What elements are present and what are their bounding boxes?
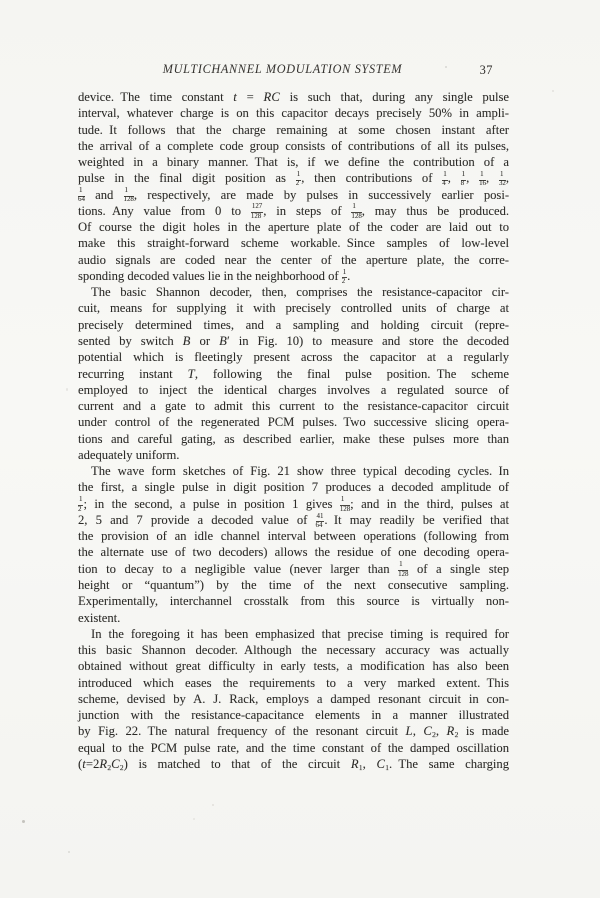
text-line: equal to the PCM pulse rate, and the time constant of the damped oscillation (78, 740, 509, 755)
text-line: In the foregoing it has been emphasized that precise timing is required for (91, 626, 509, 641)
text-line: adequately uniform. (78, 447, 180, 462)
text-line: Experimentally, interchannel crosstalk from this source is virtually non- (78, 594, 509, 609)
text-line: $(t=2R_2C_2)$ is matched to that of the circuit $R_1$, $C_1$. The same charging (78, 756, 510, 773)
paragraph (78, 463, 509, 626)
page-number: 37 (479, 62, 493, 77)
text-line: sented by switch B or B′ in Fig. 10) to measure and store the decoded (78, 333, 510, 348)
paragraph (78, 89, 509, 284)
fraction: $\frac{1}{4}$ (442, 170, 447, 188)
fraction: $\frac{1}{128}$ (123, 187, 134, 204)
scan-speck (193, 818, 195, 820)
fraction: $\frac{1}{128}$ (351, 203, 362, 220)
text-line: sponding decoded values lie in the neighborhood of $\frac{1}{2}$ . (78, 268, 351, 285)
paragraph (78, 284, 509, 463)
running-head-title: MULTICHANNEL MODULATION SYSTEM (162, 62, 403, 76)
text-line: device. The time constant t = RC is such that, during any single pulse (78, 90, 509, 104)
text-line: the first, a single pulse in digit position 7 produces a decoded amplitude of (78, 480, 509, 495)
text-line: obtained without great difficulty in early tests, a modification has also been (78, 659, 509, 674)
fraction: $\frac{1}{2}$ (341, 268, 347, 285)
paragraph (78, 626, 509, 772)
text-line: tions and careful gating, as described earlier, make these pulses more than (78, 431, 509, 446)
body-text (78, 89, 509, 772)
text-line: by Fig. 22. The natural frequency of the resonant circuit L, $C_2$, $R_2$ is made (78, 724, 509, 740)
fraction: $\frac{1}{16}$ (479, 170, 486, 188)
text-line: interval, whatever charge is on this capacitor decays precisely 50% in ampli- (78, 106, 509, 121)
text-line: current and a gate to admit this current to the resistance-capacitor circuit (78, 399, 509, 414)
text-line: precisely determined times, and a sampling and holding circuit (repre- (78, 317, 509, 332)
text-line: pulse in the final digit position as $\frac{1}{2}$ , then contributions of $\frac{1}{4}$ , $\frac{1}{8}$ , $\frac{1}{16}$ , $\frac{1}{32}$ , (78, 170, 509, 188)
text-line: the alternate use of two decoders) allows the residue of one decoding opera- (78, 545, 509, 560)
text-line: tions. Any value from 0 to $\frac{127}{128}$ , in steps of $\frac{1}{128}$ , may thus be produced. (78, 203, 510, 220)
scan-speck (212, 804, 214, 806)
fraction: $\frac{1}{2}$ (295, 170, 301, 188)
text-line: 2, 5 and 7 provide a decoded value of $\frac{41}{64}$ . It may readily be verified that (78, 512, 509, 529)
text-line: employed to inject the identical charges involves a regulated source of (78, 382, 509, 397)
fraction: $\frac{1}{128}$ (339, 496, 351, 513)
text-line: the provision of an idle channel interval between operations (following from (78, 529, 509, 544)
fraction: $\frac{1}{64}$ (78, 187, 85, 204)
fraction: $\frac{41}{64}$ (315, 512, 324, 529)
scan-speck (552, 90, 554, 92)
text-line: The basic Shannon decoder, then, comprises the resistance-capacitor cir- (91, 285, 509, 300)
text-line: the arrival of a complete code group consists of contributions of all its pulses, (78, 138, 509, 153)
text-line: this basic Shannon decoder. Although the necessary accuracy was actually (78, 643, 509, 658)
text-line: make this straight-forward scheme workable. Since samples of low-level (78, 236, 509, 251)
text-line: Of course the digit holes in the aperture plate of the coder are laid out to (78, 220, 509, 235)
fraction: $\frac{1}{8}$ (460, 170, 466, 188)
text-line: tude. It follows that the charge remaining at some chosen instant after (78, 122, 509, 137)
fraction: $\frac{1}{2}$ (78, 496, 83, 513)
fraction: $\frac{1}{128}$ (398, 561, 409, 578)
text-line: existent. (78, 610, 121, 625)
text-line: audio signals are coded near the center of the aperture plate, the corre- (78, 252, 509, 267)
text-line: The wave form sketches of Fig. 21 show three typical decoding cycles. In (91, 464, 509, 479)
text-line: recurring instant T, following the final pulse position. The scheme (78, 366, 509, 381)
scan-speck (445, 66, 447, 68)
text-line: height or “quantum”) by the time of the next consecutive sampling. (78, 577, 509, 592)
text-line: $\frac{1}{2}$ ; in the second, a pulse in position 1 gives $\frac{1}{128}$ ; and in the third, pulses at (78, 496, 509, 513)
scan-speck (22, 820, 25, 823)
text-line: cuit, means for supplying it with precisely controlled units of charge at (78, 301, 509, 316)
text-line: weighted in a binary manner. That is, if we define the contribution of a (78, 155, 509, 170)
text-line: potential which is fleetingly present across the capacitor at a regularly (78, 350, 509, 365)
text-line: under control of the regenerated PCM pulses. Two successive slicing opera- (78, 415, 509, 430)
text-line: junction with the resistance-capacitance elements in a manner illustrated (78, 708, 509, 723)
text-block (78, 62, 509, 772)
scan-speck (68, 851, 70, 853)
scan-speck (66, 388, 68, 391)
fraction: $\frac{127}{128}$ (250, 203, 263, 220)
text-line: introduced which eases the requirements to a very marked extent. This (78, 675, 509, 690)
fraction: $\frac{1}{32}$ (498, 170, 506, 188)
text-line: scheme, devised by A. J. Rack, employs a damped resonant circuit in con- (78, 691, 509, 706)
text-line: tion to decay to a negligible value (never larger than $\frac{1}{128}$ of a single step (78, 561, 510, 578)
running-head (78, 62, 509, 77)
text-line: $\frac{1}{64}$ and $\frac{1}{128}$ , respectively, are made by pulses in successively earlier posi- (78, 187, 510, 204)
